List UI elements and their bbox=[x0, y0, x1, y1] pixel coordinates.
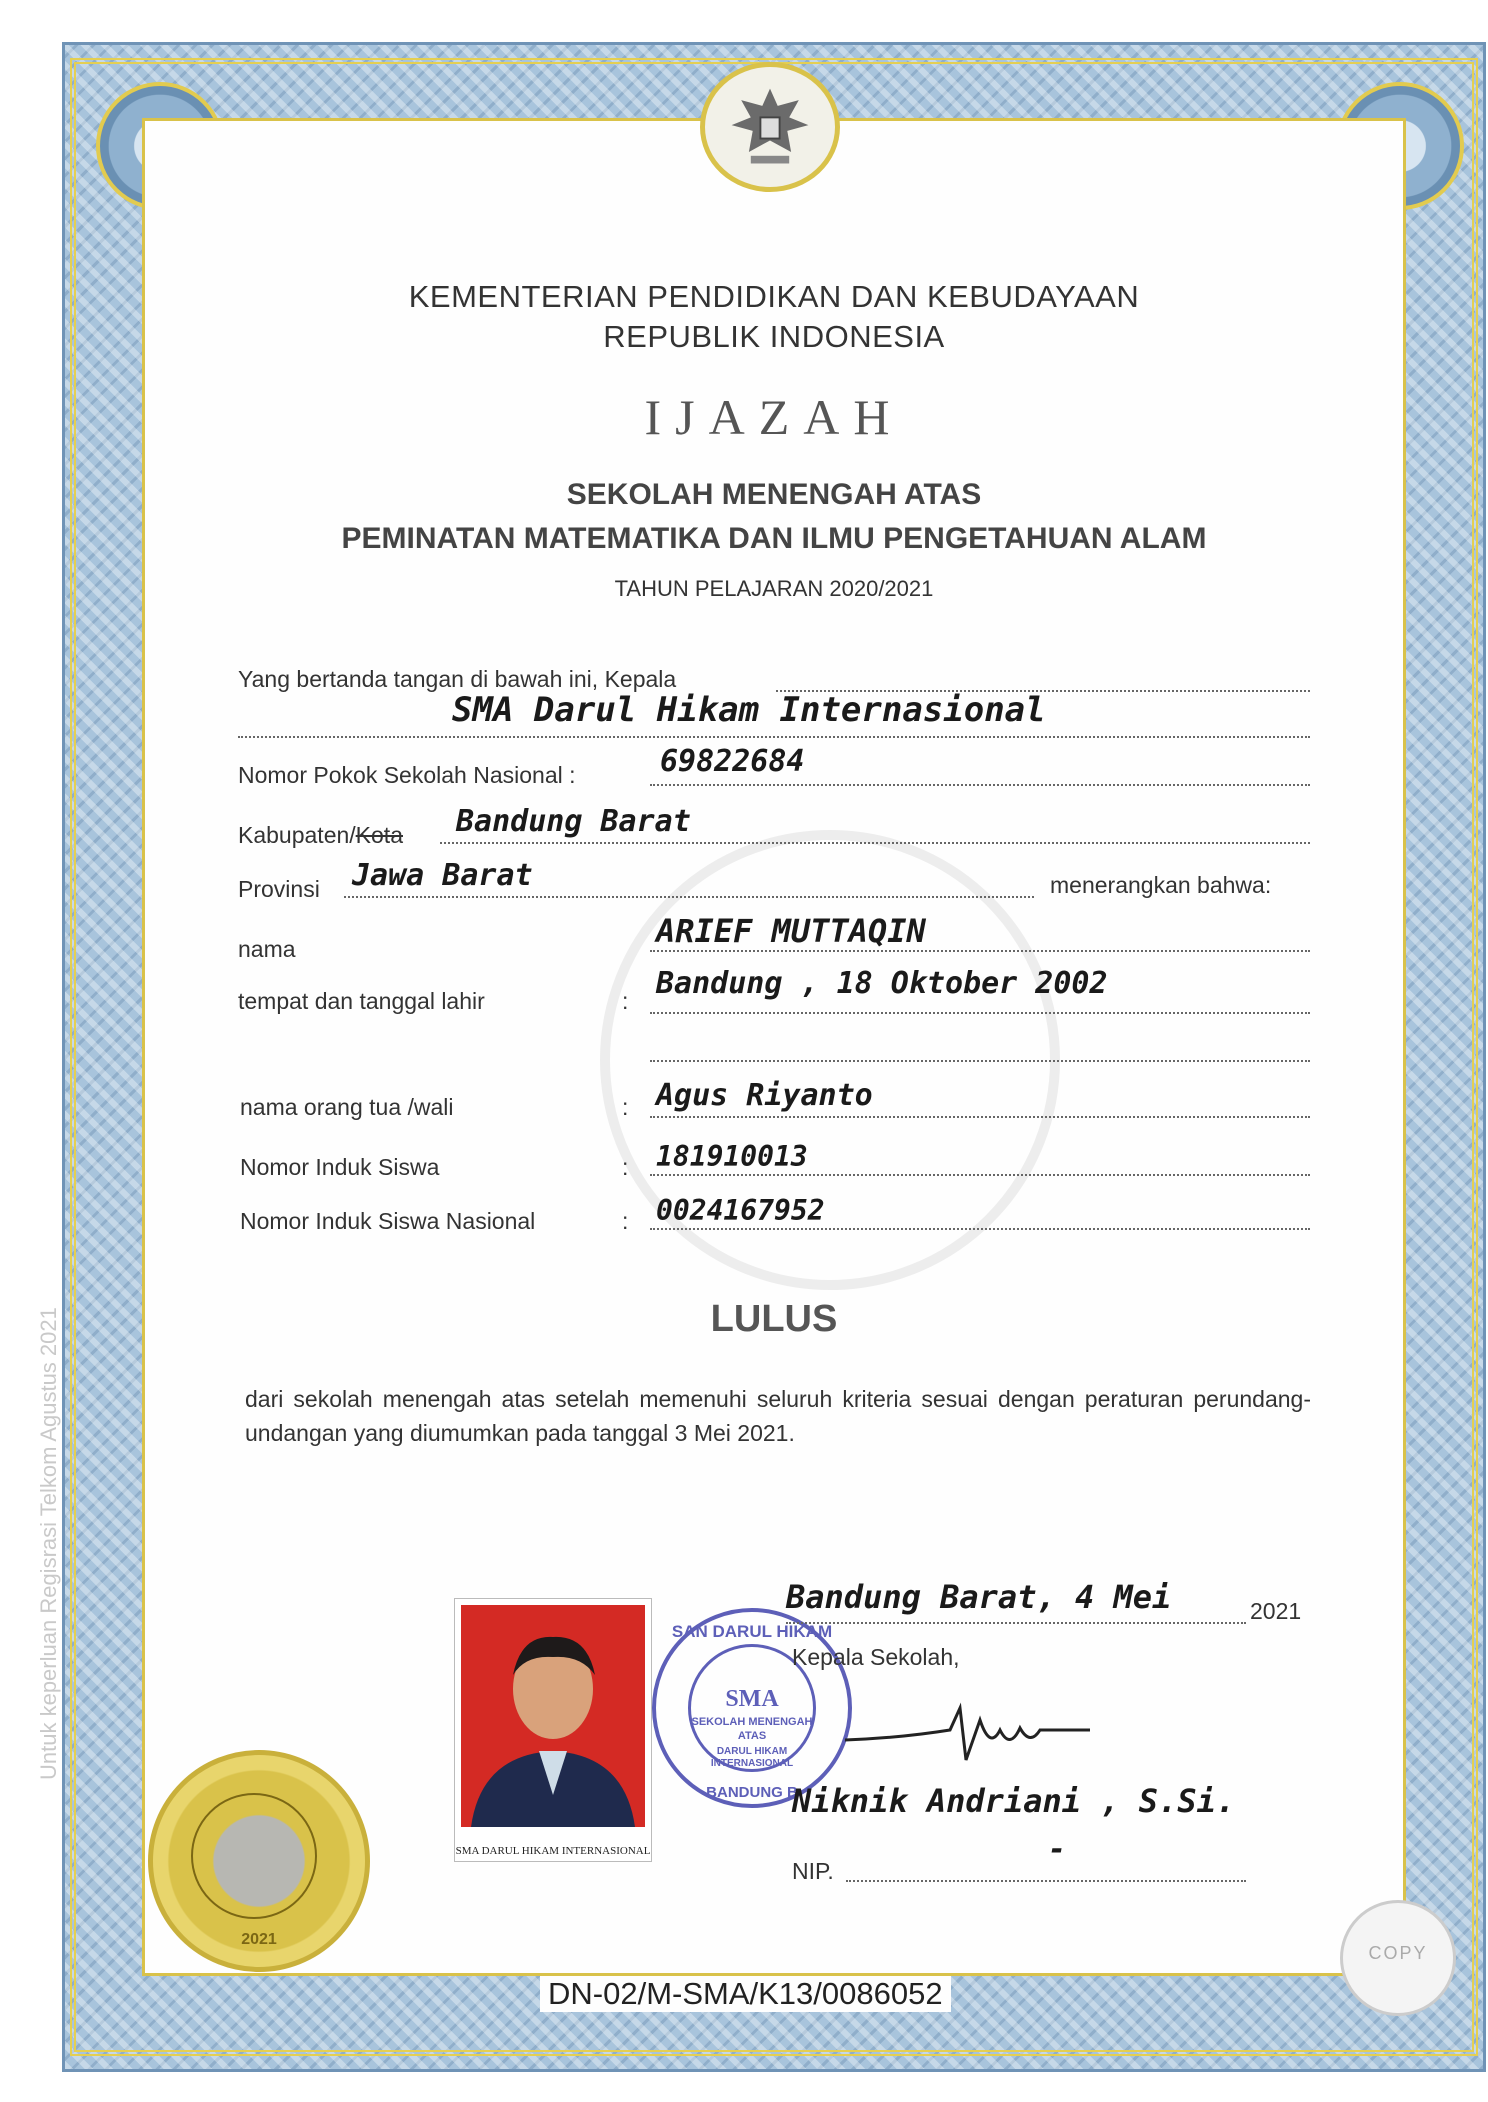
dotted-line bbox=[238, 736, 1310, 738]
document-title: IJAZAH bbox=[644, 389, 904, 445]
stamp-top-text: SAN DARUL HIKAM bbox=[671, 1622, 833, 1641]
ttl-value: Bandung , 18 Oktober 2002 bbox=[656, 966, 1108, 1001]
graduation-status: LULUS bbox=[710, 1298, 838, 1340]
dotted-line bbox=[650, 1174, 1310, 1176]
nama-value: ARIEF MUTTAQIN bbox=[656, 912, 926, 950]
ortu-label: nama orang tua /wali bbox=[240, 1094, 454, 1120]
signature-role: Kepala Sekolah, bbox=[792, 1644, 960, 1670]
garuda-emblem bbox=[700, 62, 840, 192]
person-icon bbox=[461, 1605, 645, 1827]
kota-struck-text: Kota bbox=[355, 822, 403, 848]
dotted-line bbox=[344, 896, 1034, 898]
nama-label: nama bbox=[238, 936, 296, 962]
kabupaten-label-text: Kabupaten/ bbox=[238, 822, 356, 848]
stamp-line-2: ATAS bbox=[737, 1730, 767, 1742]
dotted-line bbox=[650, 784, 1310, 786]
photo-portrait bbox=[461, 1605, 645, 1827]
dotted-line bbox=[650, 950, 1310, 952]
stamp-center-text: SMA bbox=[725, 1686, 779, 1712]
dotted-line bbox=[650, 1228, 1310, 1230]
school-stamp bbox=[652, 1608, 852, 1808]
garuda-icon bbox=[722, 79, 818, 175]
dotted-line bbox=[650, 1116, 1310, 1118]
photo-caption: SMA DARUL HIKAM INTERNASIONAL bbox=[455, 1845, 651, 1857]
school-name-value: SMA Darul Hikam Internasional bbox=[452, 690, 1046, 730]
copy-mark-text: COPY bbox=[1368, 1943, 1428, 1963]
dotted-line bbox=[650, 1060, 1310, 1062]
school-level: SEKOLAH MENENGAH ATAS bbox=[566, 478, 982, 511]
signature-scribble-icon bbox=[840, 1700, 1100, 1770]
colon: : bbox=[622, 1094, 629, 1120]
side-watermark: Untuk keperluan Regisrasi Telkom Agustus 2021 bbox=[36, 1307, 61, 1780]
provinsi-label: Provinsi bbox=[238, 876, 320, 902]
nip-value: - bbox=[1048, 1832, 1067, 1867]
ortu-value: Agus Riyanto bbox=[656, 1078, 873, 1113]
colon: : bbox=[622, 988, 629, 1014]
stamp-line-3: DARUL HIKAM bbox=[716, 1746, 788, 1757]
ministry-heading bbox=[142, 277, 1406, 357]
ministry-line-2: REPUBLIK INDONESIA bbox=[603, 319, 945, 354]
nis-label: Nomor Induk Siswa bbox=[240, 1154, 440, 1180]
colon: : bbox=[622, 1154, 629, 1180]
npsn-label: Nomor Pokok Sekolah Nasional : bbox=[238, 762, 576, 788]
academic-year: TAHUN PELAJARAN 2020/2021 bbox=[614, 576, 934, 601]
graduation-statement: dari sekolah menengah atas setelah memenuhi seluruh kriteria sesuai dengan peraturan perundang-undangan yang diumumkan pada tanggal 3 Mei 2021. bbox=[245, 1386, 1311, 1446]
ministry-gold-seal bbox=[148, 1750, 370, 1972]
stamp-line-1: SEKOLAH MENENGAH bbox=[691, 1716, 813, 1728]
kabupaten-label bbox=[238, 822, 403, 849]
copy-mark-seal bbox=[1340, 1900, 1456, 2016]
student-photo bbox=[454, 1598, 652, 1862]
intro-label: Yang bertanda tangan di bawah ini, Kepala bbox=[238, 666, 677, 692]
provinsi-value: Jawa Barat bbox=[352, 858, 533, 893]
dotted-line bbox=[650, 1012, 1310, 1014]
colon: : bbox=[622, 1208, 629, 1234]
study-program: PEMINATAN MATEMATIKA DAN ILMU PENGETAHUAN ALAM bbox=[341, 522, 1207, 555]
stamp-line-4: INTERNASIONAL bbox=[710, 1758, 794, 1769]
principal-name: Niknik Andriani , S.Si. bbox=[792, 1782, 1236, 1820]
nisn-label: Nomor Induk Siswa Nasional bbox=[240, 1208, 536, 1234]
signature-year: 2021 bbox=[1250, 1598, 1302, 1624]
nisn-value: 0024167952 bbox=[656, 1194, 825, 1227]
kabupaten-value: Bandung Barat bbox=[456, 804, 691, 839]
serial-number: DN-02/M-SMA/K13/0086052 bbox=[540, 1976, 951, 2012]
npsn-value: 69822684 bbox=[660, 744, 805, 779]
dotted-line bbox=[786, 1622, 1246, 1624]
ttl-label: tempat dan tanggal lahir bbox=[238, 988, 485, 1014]
place-date-value: Bandung Barat, 4 Mei bbox=[786, 1578, 1172, 1616]
menerangkan-label: menerangkan bahwa: bbox=[1050, 872, 1272, 898]
seal-year: 2021 bbox=[241, 1931, 277, 1948]
dotted-line bbox=[846, 1880, 1246, 1882]
stamp-bottom-text: BANDUNG B bbox=[706, 1784, 798, 1801]
dotted-line bbox=[440, 842, 1310, 844]
ministry-line-1: KEMENTERIAN PENDIDIKAN DAN KEBUDAYAAN bbox=[408, 279, 1140, 314]
nip-label: NIP. bbox=[792, 1858, 834, 1884]
nis-value: 181910013 bbox=[656, 1140, 808, 1173]
